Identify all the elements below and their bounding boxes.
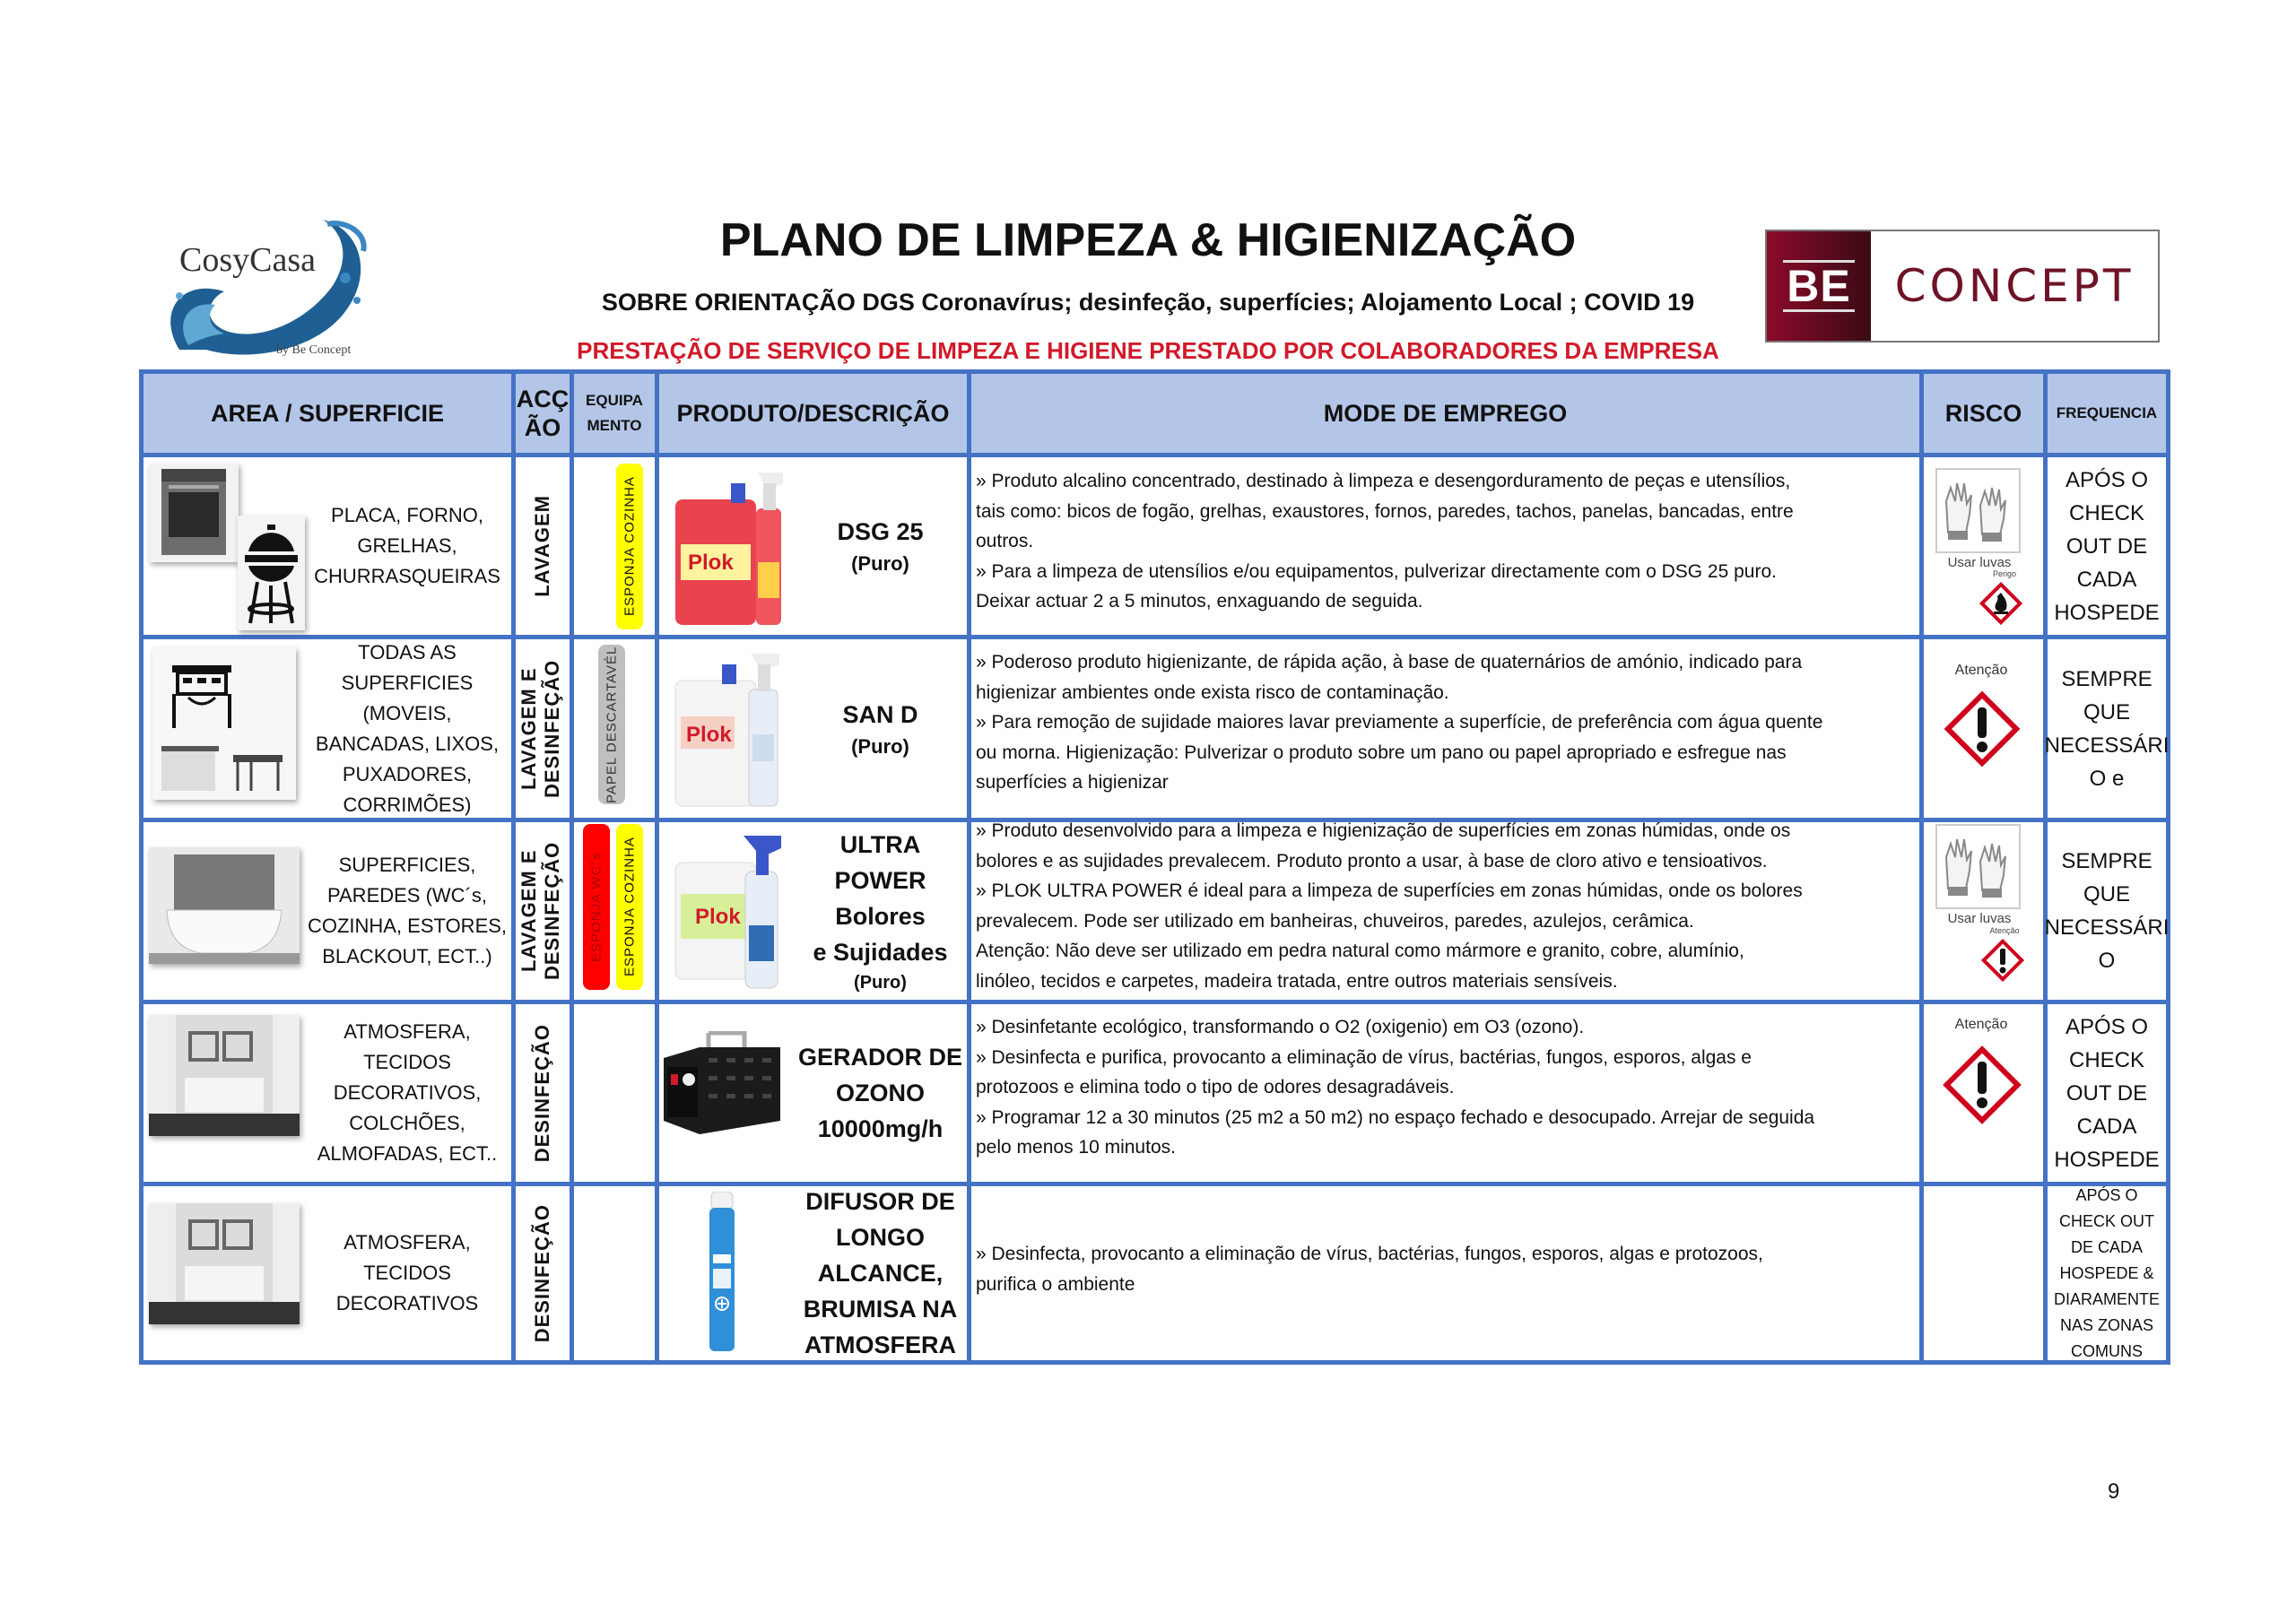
accao-cell [516, 457, 570, 635]
frequency-line: SEMPRE [2061, 849, 2152, 873]
cosycasa-logo [152, 215, 386, 363]
hazard-label: Atenção [1989, 926, 2020, 935]
mode-text [976, 466, 1918, 617]
mode-line: prevalecem. Pode ser utilizado em banheiras, chuveiros, paredes, azulejos, cerâmica. [976, 910, 1694, 932]
be-logo-name: CONCEPT [1894, 260, 2135, 312]
col-header-area: AREA / SUPERFICIE [144, 374, 511, 453]
frequency-line: HOSPEDE [2054, 1147, 2160, 1172]
equipment-pill-esponja-cozinha: ESPONJA COZINHA [616, 824, 643, 990]
dsg25-product-image [668, 464, 794, 629]
frequency-line: OUT DE [2066, 533, 2148, 559]
area-line: TECIDOS [363, 1051, 451, 1073]
mode-line: tais como: bicos de fogão, grelhas, exaustores, fornos, paredes, tachos, panelas, bancadas, entre [976, 500, 1794, 522]
accao-label: LAVAGEM E DESINFEÇÃO [517, 659, 563, 798]
column-divider [655, 374, 659, 1360]
area-line: COLCHÕES, [349, 1112, 465, 1134]
product-name: ULTRA [839, 831, 921, 858]
furniture-image [152, 647, 296, 800]
accao-label: DESINFEÇÃO [531, 1203, 553, 1343]
frequency-line: CADA [2076, 1114, 2137, 1139]
exclamation-icon [1979, 937, 2026, 988]
frequency-line: QUE [2083, 699, 2130, 724]
cosycasa-logo-tagline: by Be Concept [276, 343, 352, 357]
page-number: 9 [2108, 1479, 2120, 1504]
col-header-modo: MODE DE EMPREGO [971, 374, 1919, 453]
accao-cell [516, 639, 570, 818]
frequency-line: OUT DE [2066, 1080, 2148, 1106]
svg-text:Plok: Plok [686, 723, 732, 747]
column-divider [967, 374, 971, 1360]
col-header-accao-line1: ACÇ [516, 386, 570, 412]
area-line: CHURRASQUEIRAS [314, 565, 500, 587]
mode-line: pelo menos 10 minutos. [976, 1137, 1176, 1158]
accao-label: DESINFEÇÃO [531, 1023, 553, 1163]
mode-line: » Produto alcalino concentrado, destinado à limpeza e desengorduramento de peças e utensílios, [976, 471, 1791, 491]
product-sub: (Puro) [854, 973, 907, 993]
col-header-produto: PRODUTO/DESCRIÇÃO [659, 374, 967, 453]
product-name: 10000mg/h [817, 1115, 944, 1142]
diffuser-spray-image [704, 1192, 740, 1353]
area-cell [305, 457, 509, 635]
san-d-product-image [668, 645, 794, 811]
mode-line: » Programar 12 a 30 minutos (25 m2 a 50 m2) no espaço fechado e desocupado. Arrejar de seguida [976, 1106, 1815, 1128]
area-line: ATMOSFERA, [344, 1231, 471, 1253]
area-line: ATMOSFERA, [344, 1020, 471, 1043]
living-room-image [149, 1015, 300, 1136]
cosycasa-logo-name: CosyCasa [179, 241, 316, 279]
mode-text [976, 647, 1918, 798]
area-line: TODAS AS [358, 640, 457, 664]
product-name: Bolores [835, 903, 926, 930]
barbecue-grill-image [238, 516, 305, 630]
area-line: DECORATIVOS, [333, 1081, 482, 1104]
ozone-generator-image [664, 1031, 789, 1139]
area-line: TECIDOS [363, 1262, 451, 1284]
mode-line: Atenção: Não deve ser utilizado em pedra natural como mármore e granito, cobre, alumínio, [976, 941, 1744, 961]
frequency-line: DE CADA [2070, 1237, 2143, 1256]
product-name: DIFUSOR DE [805, 1188, 955, 1215]
col-header-equipamento-line2: MENTO [587, 417, 642, 434]
area-line: SUPERFICIES [341, 671, 474, 694]
frequency-cell [2048, 457, 2166, 635]
product-cell [794, 639, 967, 818]
frequency-line: HOSPEDE & [2059, 1263, 2154, 1282]
gloves-icon [1935, 468, 2021, 553]
area-line: CORRIMÕES) [343, 793, 472, 816]
col-header-accao [516, 374, 570, 453]
page-subtitle: SOBRE ORIENTAÇÃO DGS Coronavírus; desinfeção, superfícies; Alojamento Local ; COVID 19 [601, 289, 1695, 316]
product-name: SAN D [842, 700, 918, 728]
area-line: PUXADORES, [342, 762, 473, 785]
gloves-label: Usar luvas [1947, 555, 2012, 570]
col-header-equipamento [574, 374, 655, 453]
equipment-pill-esponja-wcs: ESPONJA WC´s [583, 824, 610, 990]
frequency-line: NECESSÁRI [2044, 733, 2170, 758]
exclamation-icon [1939, 1042, 2025, 1132]
product-name: ALCANCE, [817, 1260, 944, 1287]
mode-line: protozoos e elimina todo o tipo de odores desagradáveis. [976, 1077, 1455, 1097]
col-header-equipamento-line1: EQUIPA [586, 392, 643, 409]
product-name: OZONO [836, 1080, 925, 1106]
frequency-line: DIARAMENTE [2053, 1289, 2160, 1308]
frequency-cell [2044, 822, 2170, 1000]
frequency-line: HOSPEDE [2054, 600, 2160, 625]
area-line: COZINHA, ESTORES, [307, 915, 508, 937]
mode-line: Deixar actuar 2 a 5 minutos, enxaguando de seguida. [976, 591, 1423, 612]
area-line: DECORATIVOS [335, 1292, 479, 1314]
frequency-line: APÓS O [2075, 1185, 2138, 1204]
product-cell [794, 1186, 967, 1360]
page-title: PLANO DE LIMPEZA & HIGIENIZAÇÃO [719, 214, 1577, 266]
frequency-line: APÓS O [2065, 467, 2149, 492]
risk-cell [1928, 643, 2034, 813]
area-cell [305, 1186, 509, 1360]
mode-line: bolores e as sujidades prevalecem. Produto pronto a usar, à base de cloro ativo e tensioativos. [976, 850, 1768, 872]
hazard-label: Atenção [1954, 1017, 2008, 1032]
mode-line: outros. [976, 531, 1034, 551]
gloves-icon [1935, 824, 2021, 909]
area-line: (MOVEIS, [362, 701, 452, 724]
frequency-cell [2048, 1186, 2166, 1360]
accao-label: LAVAGEM [531, 495, 553, 597]
bathroom-image [149, 847, 300, 964]
area-line: SUPERFICIES, [338, 854, 476, 876]
mode-line: » PLOK ULTRA POWER é ideal para a limpeza de superfícies em zonas húmidas, onde os bolores [976, 880, 1803, 901]
risk-cell [1928, 464, 2034, 629]
frequency-line: NECESSÁRI [2044, 915, 2170, 940]
frequency-line: CADA [2076, 567, 2137, 592]
accao-cell [516, 822, 570, 1000]
mode-line: » Desinfetante ecológico, transformando o O2 (oxigenio) em O3 (ozono). [976, 1017, 1585, 1037]
frequency-line: O [2098, 949, 2116, 973]
mode-text [976, 816, 1918, 996]
accao-cell [516, 1004, 570, 1182]
living-room-image [149, 1203, 300, 1324]
be-concept-logo [1765, 230, 2160, 343]
product-name: BRUMISA NA [803, 1296, 958, 1323]
product-name: DSG 25 [837, 518, 924, 545]
mode-line: » Produto desenvolvido para a limpeza e higienização de superfícies em zonas húmidas, onde os [976, 820, 1791, 841]
be-logo-mark-text: BE [1783, 260, 1854, 312]
equipment-pill-papel-descartavel: PAPEL DESCARTAVÉL [598, 645, 625, 804]
hazard-label: Atenção [1954, 663, 2008, 678]
accao-label: LAVAGEM E DESINFEÇÃO [517, 841, 563, 981]
product-name: ATMOSFERA [804, 1331, 956, 1358]
product-cell [794, 457, 967, 635]
risk-cell [1928, 824, 2034, 994]
mode-line: » Para remoção de sujidade maiores lavar previamente a superfície, de preferência com água quente [976, 712, 1823, 733]
service-line: PRESTAÇÃO DE SERVIÇO DE LIMPEZA E HIGIENE PRESTADO POR COLABORADORES DA EMPRESA [577, 337, 1719, 364]
frequency-line: QUE [2083, 882, 2130, 906]
area-line: BLACKOUT, ECT..) [322, 945, 492, 967]
frequency-line: SEMPRE [2061, 666, 2152, 691]
column-divider [570, 374, 574, 1360]
frequency-cell [2048, 1004, 2166, 1182]
mode-line: linóleo, tecidos e carpetes, madeira tratada, entre outros materiais sensíveis. [976, 970, 1618, 992]
frequency-line: O e [2089, 766, 2125, 791]
mode-line: » Poderoso produto higienizante, de rápida ação, à base de quaternários de amónio, indicado para [976, 652, 1803, 672]
ultra-power-product-image [668, 827, 794, 993]
svg-text:Plok: Plok [695, 905, 741, 929]
mode-line: ou morna. Higienização: Pulverizar o produto sobre um pano ou papel apropriado e esfregue nas [976, 742, 1787, 763]
hazard-label: Perigo [1992, 569, 2016, 578]
frequency-line: CHECK OUT [2058, 1211, 2154, 1230]
area-line: PLACA, FORNO, [331, 504, 483, 526]
accao-cell [516, 1186, 570, 1360]
product-name: e Sujidades [813, 939, 948, 966]
col-header-frequencia: FREQUENCIA [2048, 374, 2166, 453]
area-line: PAREDES (WC´s, [326, 884, 488, 906]
area-cell [305, 1004, 509, 1182]
exclamation-icon [1941, 688, 2023, 775]
mode-line: purifica o ambiente [976, 1273, 1135, 1295]
mode-line: » Desinfecta, provocanto a eliminação de vírus, bactérias, fungos, esporos, algas e protozoos, [976, 1244, 1763, 1264]
column-divider [1919, 374, 1924, 1360]
area-cell [305, 639, 509, 818]
risk-cell [1928, 1006, 2034, 1176]
frequency-line: APÓS O [2065, 1014, 2149, 1039]
frequency-line: CHECK [2068, 1047, 2144, 1072]
col-header-accao-line2: ÃO [524, 414, 561, 441]
cleaning-plan-table [139, 369, 2170, 1365]
flame-icon [1978, 580, 2024, 631]
area-line: BANCADAS, LIXOS, [315, 732, 500, 755]
col-header-risco: RISCO [1924, 374, 2043, 453]
product-sub: (Puro) [851, 552, 909, 575]
area-line: GRELHAS, [357, 534, 457, 557]
mode-text [976, 1012, 1918, 1163]
mode-text [976, 1239, 1918, 1299]
product-cell [794, 1004, 967, 1182]
be-logo-mark [1767, 231, 1871, 341]
frequency-line: CHECK [2068, 500, 2144, 525]
svg-text:Plok: Plok [688, 551, 734, 575]
mode-line: higienizar ambientes onde exista risco de contaminação. [976, 681, 1449, 703]
area-line: ALMOFADAS, ECT.. [317, 1142, 498, 1165]
mode-line: superfícies a higienizar [976, 772, 1169, 793]
frequency-line: COMUNS [2071, 1341, 2143, 1360]
mode-line: » Para a limpeza de utensílios e/ou equipamentos, pulverizar directamente com o DSG 25 puro. [976, 560, 1777, 582]
product-name: LONGO [836, 1224, 925, 1251]
product-name: POWER [834, 867, 926, 894]
mode-line: » Desinfecta e purifica, provocanto a eliminação de vírus, bactérias, fungos, esporos, algas e [976, 1046, 1752, 1068]
product-cell [794, 822, 967, 1000]
product-sub: (Puro) [851, 734, 909, 758]
frequency-line: NAS ZONAS [2059, 1315, 2154, 1334]
frequency-cell [2044, 639, 2170, 818]
oven-image [149, 464, 239, 562]
area-cell [305, 822, 509, 1000]
product-name: GERADOR DE [797, 1044, 962, 1071]
gloves-label: Usar luvas [1947, 911, 2012, 926]
equipment-pill-esponja-cozinha: ESPONJA COZINHA [616, 464, 643, 629]
